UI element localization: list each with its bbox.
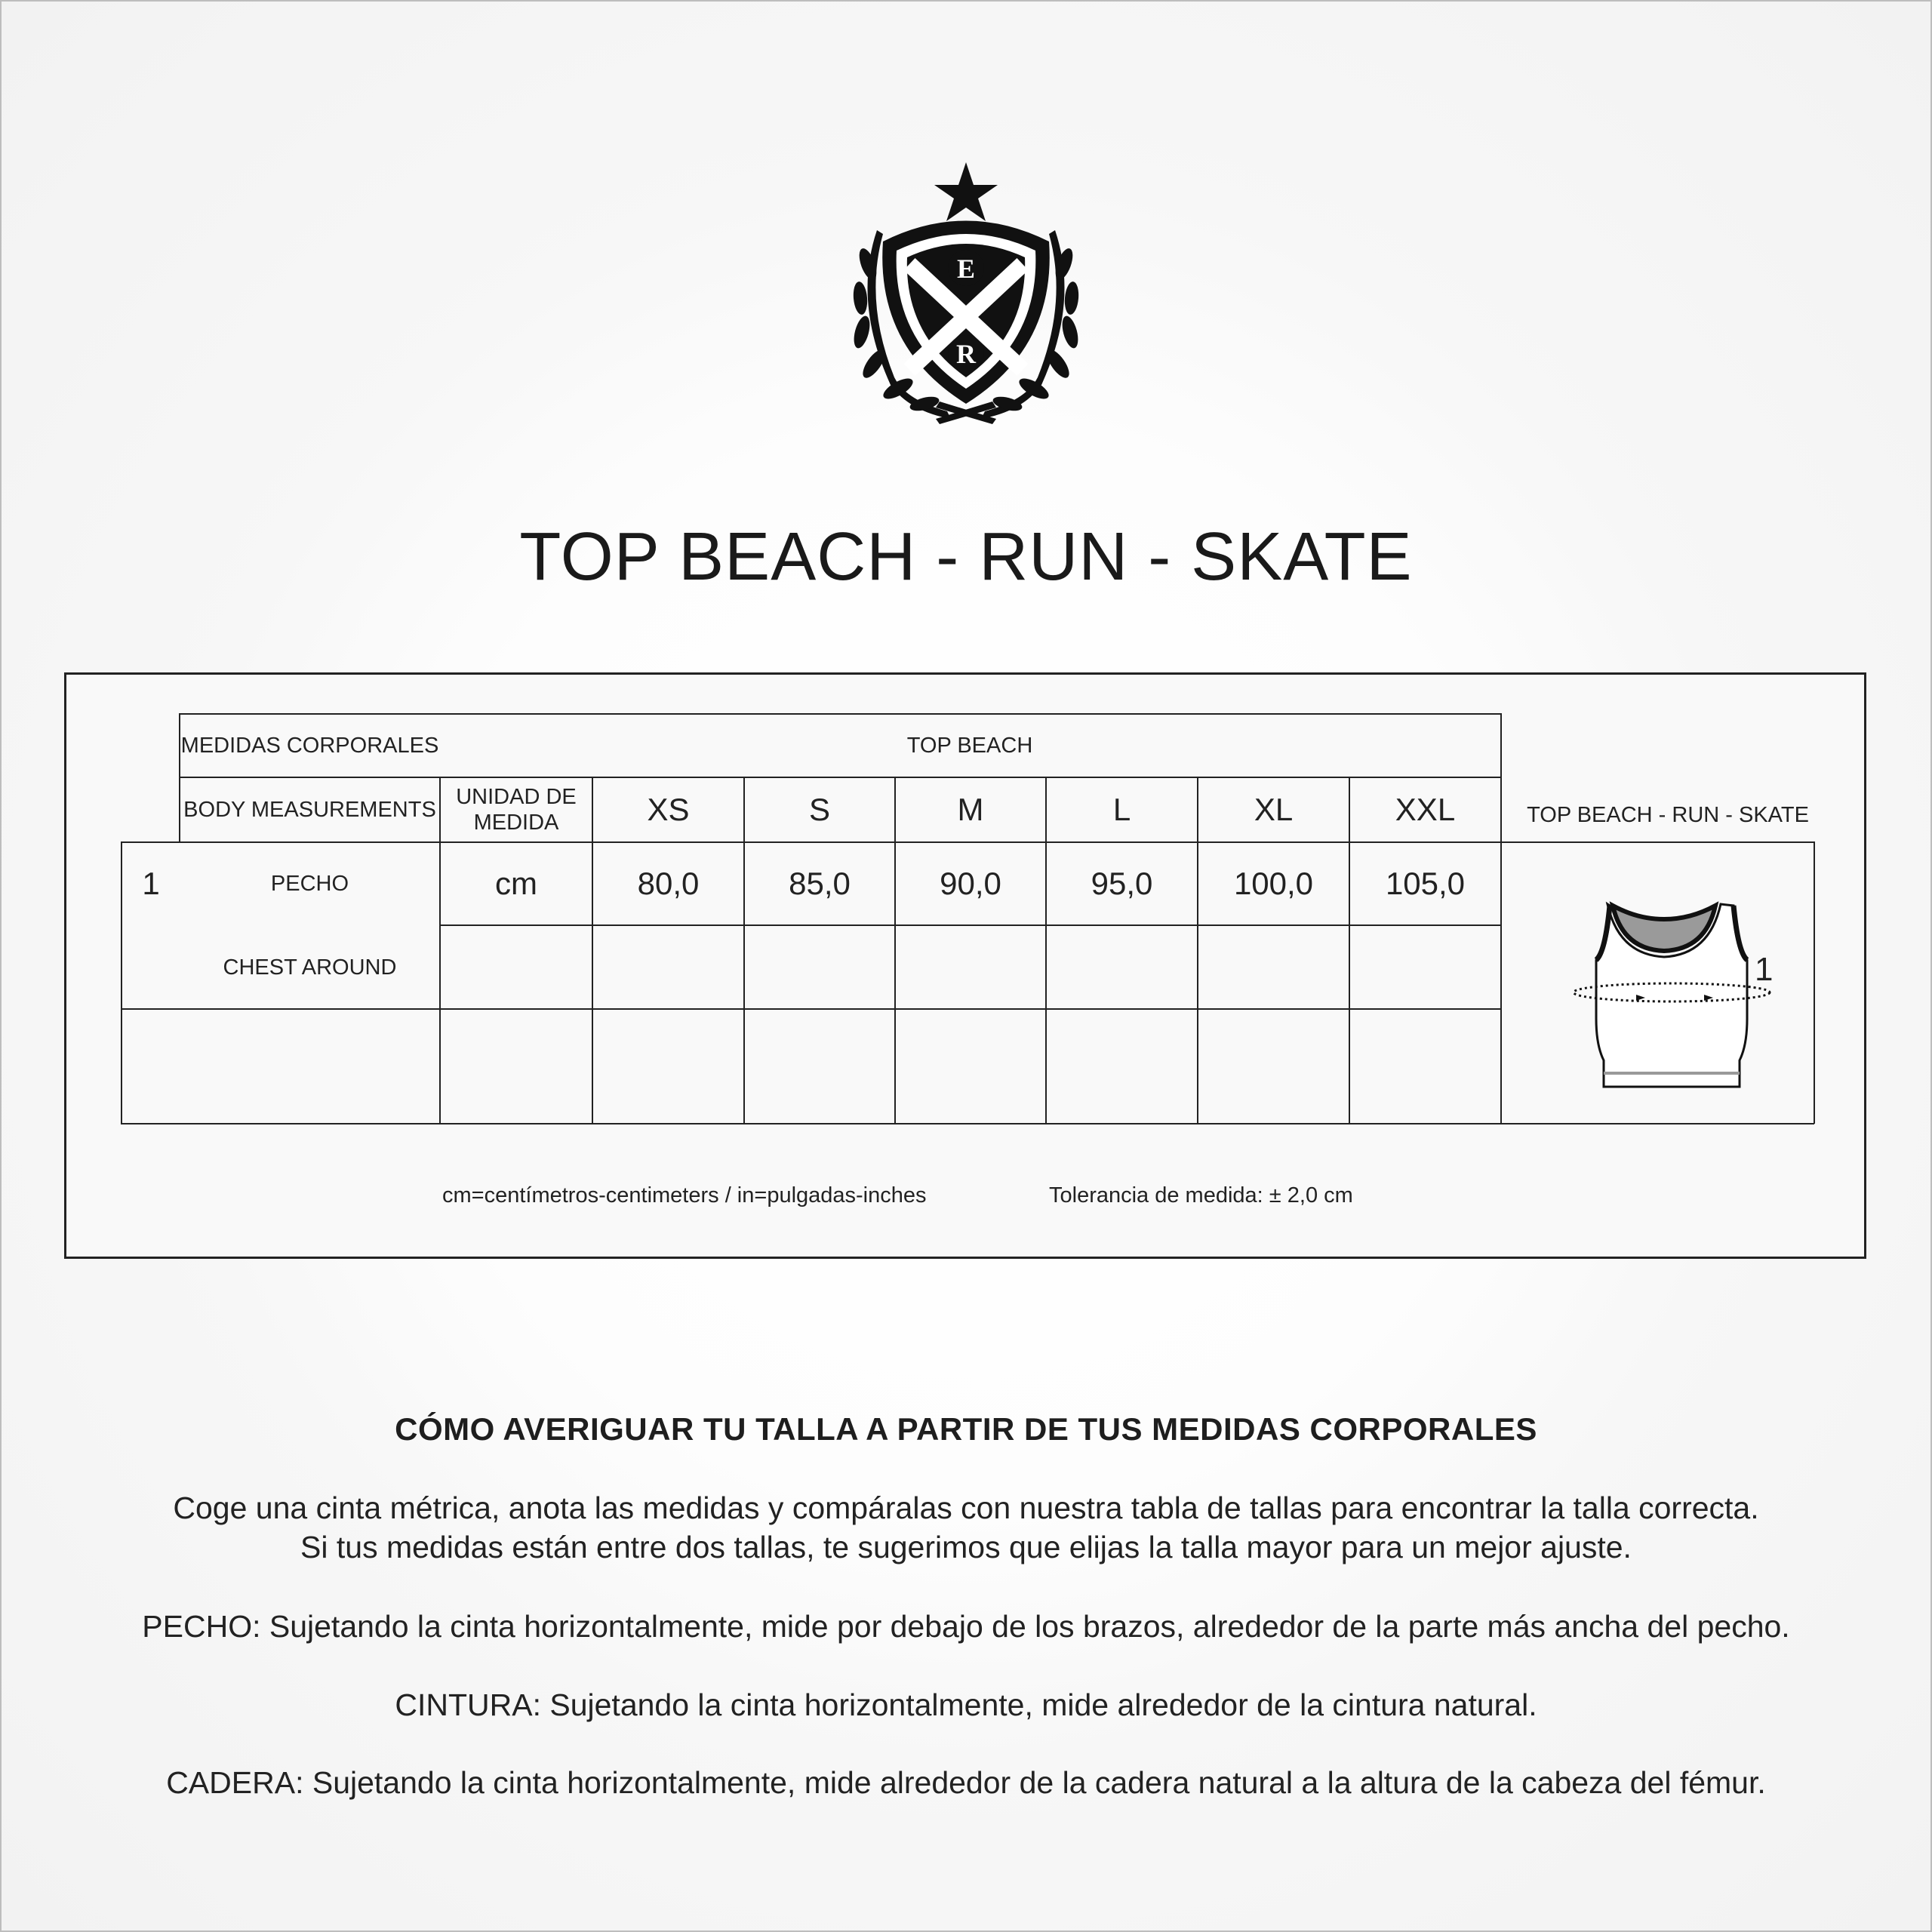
header-unit: UNIDAD DE MEDIDA: [456, 785, 577, 835]
howto-cadera: CADERA: Sujetando la cinta horizontalmente, mide alrededor de la cadera natural a la altura de la cabeza del fémur.: [166, 1765, 1766, 1800]
units-note: cm=centímetros-centimeters / in=pulgadas-inches: [442, 1183, 927, 1208]
value-xs: 80,0: [637, 866, 700, 901]
howto-pecho: PECHO: Sujetando la cinta horizontalmente, mide por debajo de los brazos, alrededor de la parte más ancha del pecho.: [142, 1609, 1790, 1644]
value-xl: 100,0: [1233, 866, 1314, 901]
howto-cintura: CINTURA: Sujetando la cinta horizontalmente, mide alrededor de la cintura natural.: [395, 1687, 1537, 1722]
header-product: TOP BEACH: [906, 734, 1033, 758]
size-header-s: S: [808, 792, 830, 827]
howto-intro-line2: Si tus medidas están entre dos tallas, te sugerimos que elijas la talla mayor para un mejor ajuste.: [300, 1530, 1632, 1564]
howto-intro-line1: Coge una cinta métrica, anota las medidas y compáralas con nuestra tabla de tallas para encontrar la talla correcta.: [173, 1491, 1759, 1525]
howto-title: CÓMO AVERIGUAR TU TALLA A PARTIR DE TUS MEDIDAS CORPORALES: [395, 1411, 1537, 1447]
tolerance-note: Tolerancia de medida: ± 2,0 cm: [1049, 1183, 1353, 1208]
header-body-measurements-en: BODY MEASUREMENTS: [183, 798, 436, 822]
value-xxl: 105,0: [1385, 866, 1466, 901]
value-l: 95,0: [1091, 866, 1153, 901]
diagram-title: TOP BEACH - RUN - SKATE: [1527, 803, 1809, 827]
value-s: 85,0: [789, 866, 851, 901]
size-header-xxl: XXL: [1395, 792, 1456, 827]
page-title: TOP BEACH - RUN - SKATE: [519, 519, 1413, 595]
row-unit: cm: [495, 866, 537, 901]
size-header-l: L: [1112, 792, 1131, 827]
size-header-xl: XL: [1254, 792, 1294, 827]
size-header-m: M: [957, 792, 984, 827]
brand-logo-crest: [838, 158, 1094, 430]
row-name-en: CHEST AROUND: [223, 955, 397, 980]
logo-letter-r: R: [956, 339, 976, 369]
value-m: 90,0: [940, 866, 1001, 901]
row-number: 1: [142, 866, 160, 901]
logo-letter-e: E: [956, 254, 976, 284]
diagram-callout-number: 1: [1755, 951, 1774, 988]
header-body-measurements-es: MEDIDAS CORPORALES: [180, 734, 439, 758]
size-header-xs: XS: [647, 792, 690, 827]
top-garment-diagram: [1558, 898, 1785, 1094]
row-name-es: PECHO: [270, 872, 349, 896]
